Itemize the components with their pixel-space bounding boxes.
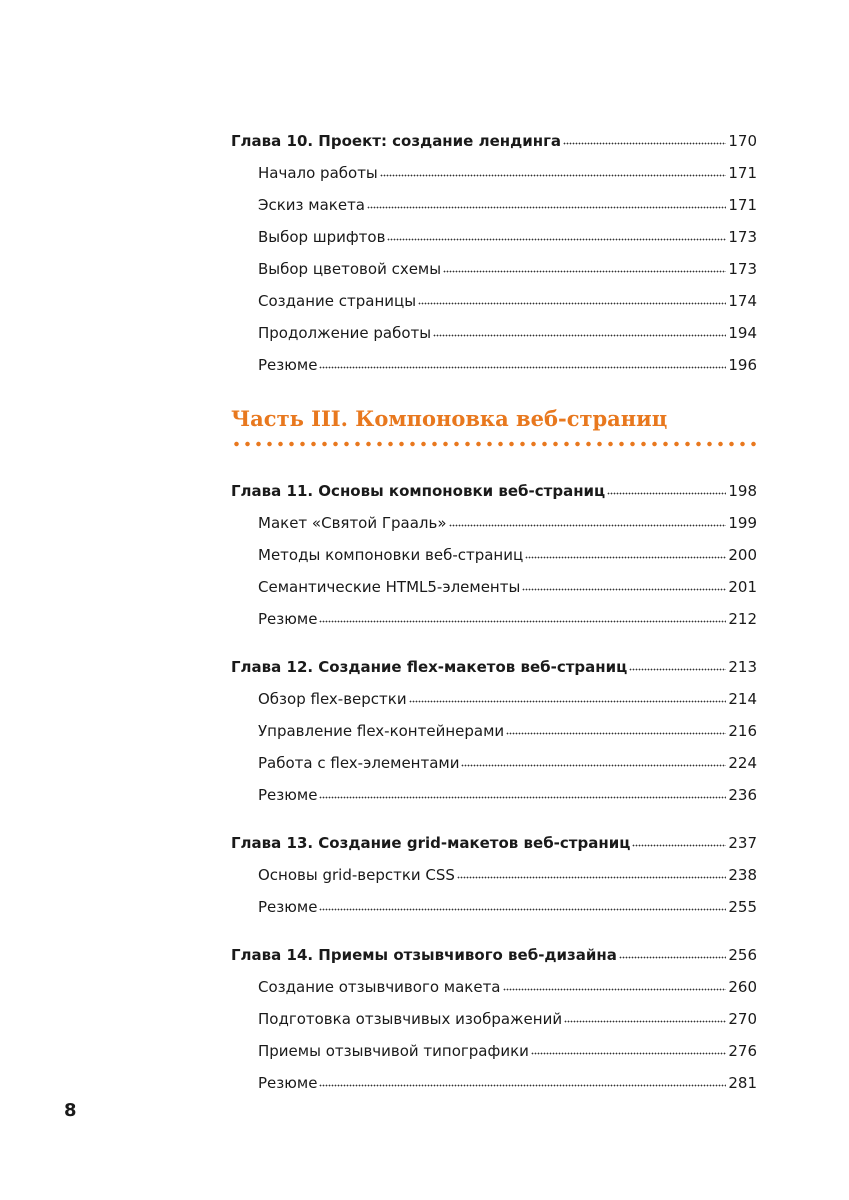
spacer — [231, 638, 757, 654]
toc-section[interactable] — [231, 256, 757, 288]
spacer — [231, 814, 757, 830]
page-ref: 174 — [728, 292, 757, 310]
dot-leader — [457, 874, 726, 880]
page-ref: 200 — [728, 546, 757, 564]
page-ref: 194 — [728, 324, 757, 342]
dot-leader — [619, 954, 726, 960]
chapter-title: Глава 11. Основы компоновки веб-страниц — [231, 482, 606, 500]
page-ref: 199 — [728, 514, 757, 532]
toc-section[interactable] — [231, 320, 757, 352]
section-title: Эскиз макета — [258, 196, 365, 214]
dot-leader — [380, 172, 727, 178]
dot-leader — [319, 906, 726, 912]
toc-section[interactable] — [231, 542, 757, 574]
chapter-title: Глава 10. Проект: создание лендинга — [231, 132, 562, 150]
toc-section[interactable] — [231, 574, 757, 606]
page-ref: 270 — [728, 1010, 757, 1028]
section-title: Семантические HTML5-элементы — [258, 578, 521, 596]
toc-chapter-10[interactable] — [231, 128, 757, 160]
dot-leader — [629, 666, 726, 672]
chapter-title: Глава 14. Приемы отзывчивого веб-дизайна — [231, 946, 617, 964]
part-heading — [231, 392, 757, 478]
dot-leader — [525, 554, 726, 560]
dot-leader — [319, 364, 726, 370]
toc-chapter-13[interactable] — [231, 830, 757, 862]
section-title: Резюме — [258, 356, 318, 374]
section-title: Резюме — [258, 1074, 318, 1092]
page-ref: 236 — [728, 786, 757, 804]
section-title: Резюме — [258, 610, 318, 628]
page-ref: 281 — [728, 1074, 757, 1092]
toc-section[interactable] — [231, 686, 757, 718]
dot-leader — [418, 300, 726, 306]
page-ref: 238 — [728, 866, 757, 884]
toc-section[interactable] — [231, 352, 757, 384]
dot-leader — [367, 204, 726, 210]
chapter-title: Глава 13. Создание grid-макетов веб-страниц — [231, 834, 631, 852]
toc-chapter-12[interactable] — [231, 654, 757, 686]
toc-section[interactable] — [231, 160, 757, 192]
toc-section[interactable] — [231, 606, 757, 638]
toc-section[interactable] — [231, 1070, 757, 1102]
dot-leader — [319, 618, 726, 624]
table-of-contents — [231, 128, 757, 1102]
toc-section[interactable] — [231, 974, 757, 1006]
dot-leader — [563, 140, 726, 146]
page-ref: 256 — [728, 946, 757, 964]
section-title: Резюме — [258, 786, 318, 804]
page-ref: 173 — [728, 260, 757, 278]
dot-leader — [632, 842, 726, 848]
toc-section[interactable] — [231, 782, 757, 814]
section-title: Выбор шрифтов — [258, 228, 386, 246]
page-ref: 170 — [728, 132, 757, 150]
page-ref: 276 — [728, 1042, 757, 1060]
section-title: Основы grid-верстки CSS — [258, 866, 455, 884]
dot-leader — [443, 268, 726, 274]
dot-leader — [433, 332, 726, 338]
section-title: Макет «Святой Грааль» — [258, 514, 447, 532]
page-ref: 201 — [728, 578, 757, 596]
toc-section[interactable] — [231, 718, 757, 750]
dot-leader — [503, 986, 727, 992]
toc-section[interactable] — [231, 192, 757, 224]
dot-leader — [409, 698, 727, 704]
toc-chapter-11[interactable] — [231, 478, 757, 510]
toc-section[interactable] — [231, 224, 757, 256]
section-title: Методы компоновки веб-страниц — [258, 546, 524, 564]
spacer — [231, 926, 757, 942]
section-title: Работа с flex-элементами — [258, 754, 460, 772]
page-ref: 255 — [728, 898, 757, 916]
dot-leader — [607, 490, 726, 496]
page-ref: 198 — [728, 482, 757, 500]
section-title: Приемы отзывчивой типографики — [258, 1042, 529, 1060]
section-title: Управление flex-контейнерами — [258, 722, 505, 740]
dot-leader — [531, 1050, 726, 1056]
dot-leader — [319, 794, 726, 800]
page-ref: 213 — [728, 658, 757, 676]
toc-section[interactable] — [231, 750, 757, 782]
dot-leader — [387, 236, 726, 242]
page-ref: 224 — [728, 754, 757, 772]
page-ref: 212 — [728, 610, 757, 628]
section-title: Выбор цветовой схемы — [258, 260, 442, 278]
page-ref: 214 — [728, 690, 757, 708]
section-title: Создание отзывчивого макета — [258, 978, 501, 996]
page-ref: 196 — [728, 356, 757, 374]
part-title: Часть III. Компоновка веб-страниц — [231, 406, 668, 431]
page-ref: 260 — [728, 978, 757, 996]
toc-chapter-14[interactable] — [231, 942, 757, 974]
section-title: Создание страницы — [258, 292, 417, 310]
dotted-divider — [231, 440, 757, 448]
page-ref: 216 — [728, 722, 757, 740]
section-title: Начало работы — [258, 164, 378, 182]
toc-section[interactable] — [231, 288, 757, 320]
page-ref: 171 — [728, 196, 757, 214]
dot-leader — [319, 1082, 726, 1088]
page-ref: 173 — [728, 228, 757, 246]
dot-leader — [564, 1018, 726, 1024]
section-title: Резюме — [258, 898, 318, 916]
dot-leader — [506, 730, 726, 736]
chapter-title: Глава 12. Создание flex-макетов веб-страниц — [231, 658, 628, 676]
page-ref: 237 — [728, 834, 757, 852]
page-ref: 171 — [728, 164, 757, 182]
dot-leader — [449, 522, 727, 528]
dot-leader — [461, 762, 726, 768]
toc-section[interactable] — [231, 894, 757, 926]
section-title: Продолжение работы — [258, 324, 432, 342]
toc-section[interactable] — [231, 510, 757, 542]
page-number: 8 — [64, 1100, 77, 1121]
toc-section[interactable] — [231, 1038, 757, 1070]
section-title: Обзор flex-верстки — [258, 690, 407, 708]
toc-section[interactable] — [231, 862, 757, 894]
dot-leader — [522, 586, 726, 592]
section-title: Подготовка отзывчивых изображений — [258, 1010, 563, 1028]
toc-section[interactable] — [231, 1006, 757, 1038]
